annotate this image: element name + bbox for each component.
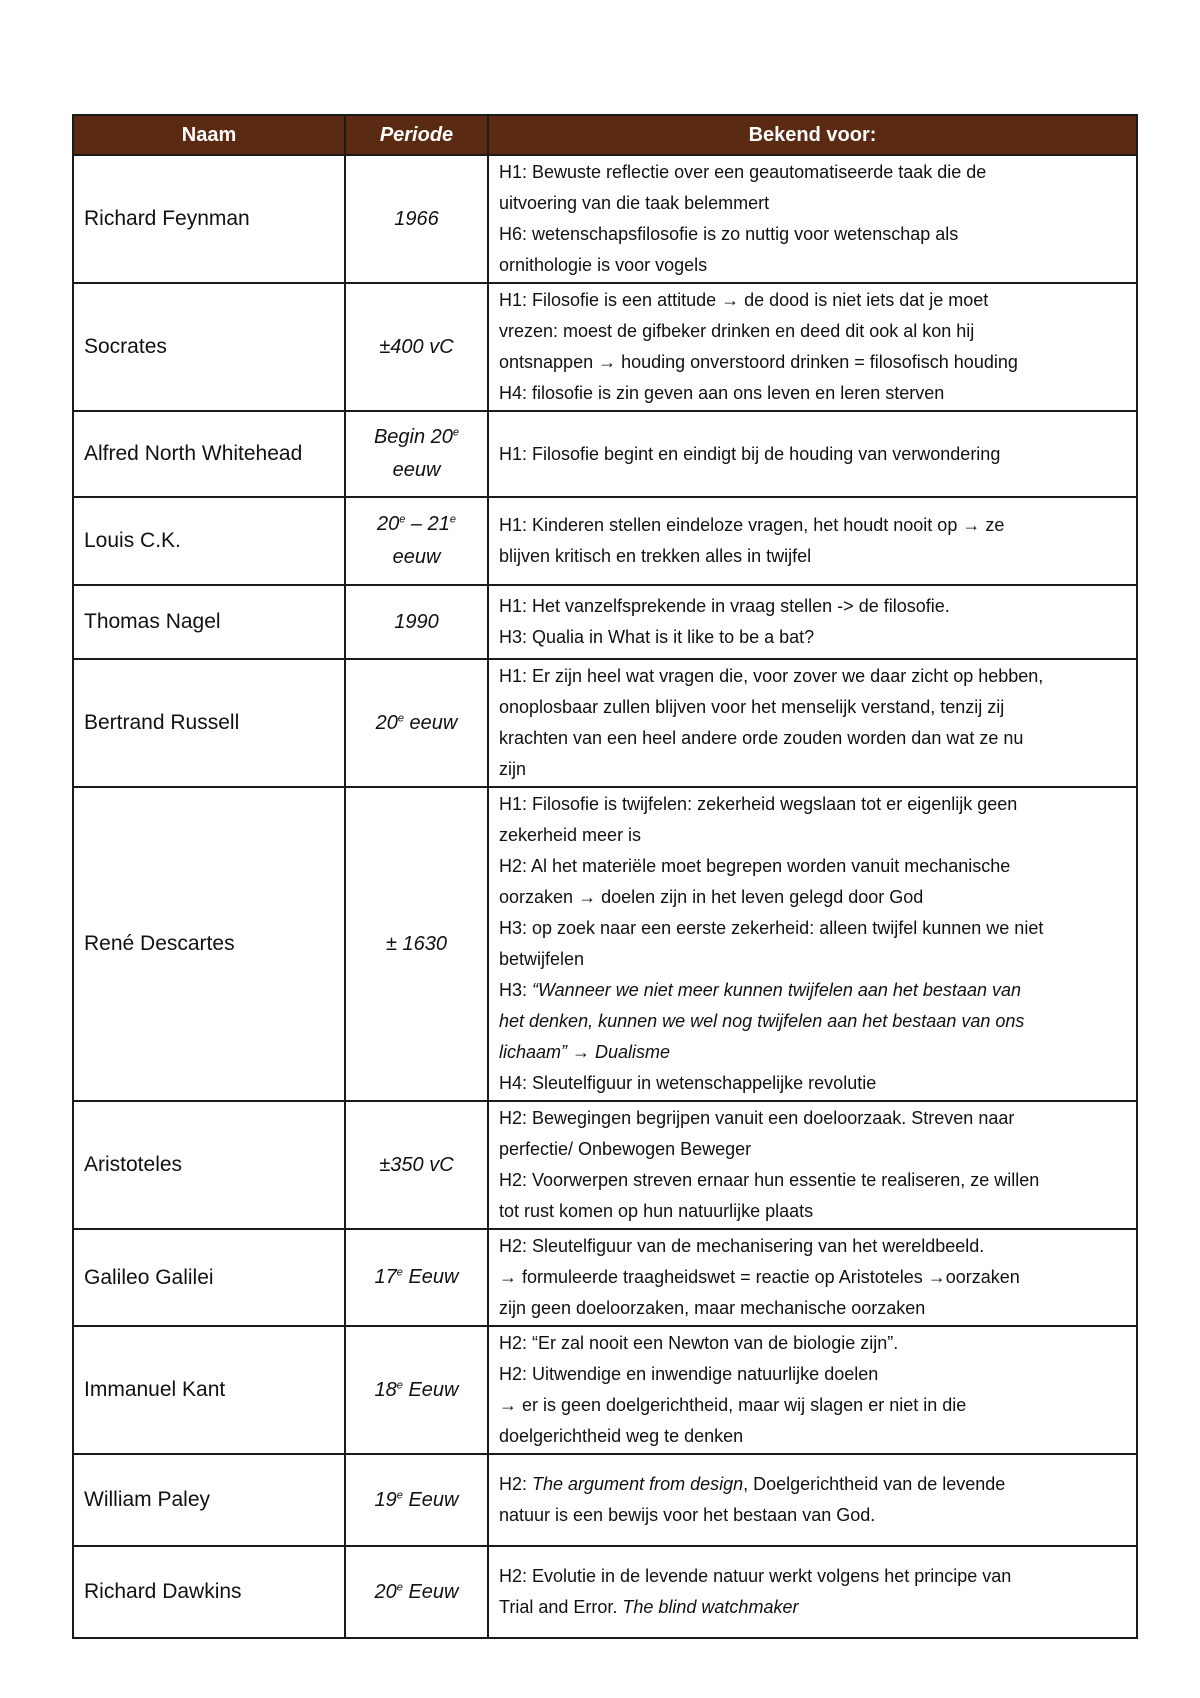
period-cell: Begin 20e eeuw xyxy=(345,411,488,497)
table-row xyxy=(73,1546,1137,1638)
name-cell: Socrates xyxy=(73,283,345,411)
header-period: Periode xyxy=(345,115,488,155)
table-row xyxy=(73,1101,1137,1229)
known-cell xyxy=(488,787,1137,1101)
name-cell: Richard Feynman xyxy=(73,155,345,283)
period-cell: ±350 vC xyxy=(345,1101,488,1229)
known-line: H1: Filosofie begint en eindigt bij de houding van verwondering xyxy=(499,443,1001,464)
table-row xyxy=(73,497,1137,585)
name-cell: Bertrand Russell xyxy=(73,659,345,787)
period-cell: 20e eeuw xyxy=(345,659,488,787)
known-line: het denken, kunnen we wel nog twijfelen aan het bestaan van ons xyxy=(499,1011,1025,1031)
known-line: H1: Filosofie is een attitude → de dood is niet iets dat je moet xyxy=(499,290,989,310)
name-cell: Louis C.K. xyxy=(73,497,345,585)
period-cell: 18e Eeuw xyxy=(345,1326,488,1454)
known-line: H3: op zoek naar een eerste zekerheid: alleen twijfel kunnen we niet xyxy=(499,918,1044,938)
period-cell: 17e Eeuw xyxy=(345,1229,488,1326)
known-cell xyxy=(488,585,1137,659)
known-cell xyxy=(488,411,1137,497)
known-line: H2: “Er zal nooit een Newton van de biologie zijn”. xyxy=(499,1333,899,1353)
known-line: H4: filosofie is zin geven aan ons leven en leren sterven xyxy=(499,383,945,403)
known-line: H1: Bewuste reflectie over een geautomatiseerde taak die de xyxy=(499,162,987,182)
known-line: perfectie/ Onbewogen Beweger xyxy=(499,1139,752,1159)
period-cell: 1990 xyxy=(345,585,488,659)
known-line: H6: wetenschapsfilosofie is zo nuttig voor wetenschap als xyxy=(499,224,959,244)
known-line: H2: Sleutelfiguur van de mechanisering van het wereldbeeld. xyxy=(499,1236,985,1256)
known-cell xyxy=(488,1546,1137,1638)
period-cell: 19e Eeuw xyxy=(345,1454,488,1546)
known-line: H4: Sleutelfiguur in wetenschappelijke revolutie xyxy=(499,1073,877,1093)
name-cell: Richard Dawkins xyxy=(73,1546,345,1638)
name-cell: René Descartes xyxy=(73,787,345,1101)
known-line: uitvoering van die taak belemmert xyxy=(499,193,770,213)
known-line: betwijfelen xyxy=(499,949,585,969)
period-cell: ± 1630 xyxy=(345,787,488,1101)
header-name: Naam xyxy=(73,115,345,155)
known-cell xyxy=(488,497,1137,585)
arrow-icon: → xyxy=(721,290,740,310)
known-cell xyxy=(488,1101,1137,1229)
name-cell: Alfred North Whitehead xyxy=(73,411,345,497)
table-row xyxy=(73,411,1137,497)
known-line: H2: Uitwendige en inwendige natuurlijke doelen xyxy=(499,1364,879,1384)
known-line: H1: Het vanzelfsprekende in vraag stellen -> de filosofie. xyxy=(499,596,950,616)
name-cell: William Paley xyxy=(73,1454,345,1546)
arrow-icon: → xyxy=(572,1042,591,1062)
table-row xyxy=(73,155,1137,283)
known-line: → formuleerde traagheidswet = reactie op Aristoteles →oorzaken xyxy=(499,1267,1020,1287)
table-row xyxy=(73,787,1137,1101)
known-line: krachten van een heel andere orde zouden worden dan wat ze nu xyxy=(499,728,1024,748)
known-line: zijn geen doeloorzaken, maar mechanische oorzaken xyxy=(499,1298,926,1318)
period-cell: 20e – 21e eeuw xyxy=(345,497,488,585)
known-line: onoplosbaar zullen blijven voor het menselijk verstand, tenzij zij xyxy=(499,697,1005,717)
known-line: Trial and Error. The blind watchmaker xyxy=(499,1597,799,1617)
known-line: H2: Al het materiële moet begrepen worden vanuit mechanische xyxy=(499,856,1011,876)
arrow-icon: → xyxy=(499,1395,517,1415)
header-row xyxy=(73,115,1137,155)
known-line: blijven kritisch en trekken alles in twijfel xyxy=(499,546,812,566)
known-cell xyxy=(488,155,1137,283)
arrow-icon: → xyxy=(927,1267,946,1287)
known-cell xyxy=(488,1326,1137,1454)
known-line: ontsnappen → houding onverstoord drinken = filosofisch houding xyxy=(499,352,1018,372)
table-row xyxy=(73,283,1137,411)
period-cell: ±400 vC xyxy=(345,283,488,411)
known-line: zijn xyxy=(499,759,527,779)
name-cell: Thomas Nagel xyxy=(73,585,345,659)
period-cell: 1966 xyxy=(345,155,488,283)
known-line: oorzaken → doelen zijn in het leven gelegd door God xyxy=(499,887,924,907)
known-line: natuur is een bewijs voor het bestaan van God. xyxy=(499,1505,876,1525)
philosophers-table xyxy=(72,114,1138,1639)
period-cell: 20e Eeuw xyxy=(345,1546,488,1638)
table-row xyxy=(73,1326,1137,1454)
known-line: H1: Kinderen stellen eindeloze vragen, het houdt nooit op → ze xyxy=(499,515,1005,535)
known-line: tot rust komen op hun natuurlijke plaats xyxy=(499,1201,814,1221)
known-line: ornithologie is voor vogels xyxy=(499,255,708,275)
known-cell xyxy=(488,1454,1137,1546)
known-line: H1: Er zijn heel wat vragen die, voor zover we daar zicht op hebben, xyxy=(499,666,1044,686)
known-line: H2: Bewegingen begrijpen vanuit een doeloorzaak. Streven naar xyxy=(499,1108,1015,1128)
known-line: H2: Voorwerpen streven ernaar hun essentie te realiseren, ze willen xyxy=(499,1170,1040,1190)
known-line: H1: Filosofie is twijfelen: zekerheid wegslaan tot er eigenlijk geen xyxy=(499,794,1018,814)
arrow-icon: → xyxy=(598,352,617,372)
table-row xyxy=(73,1454,1137,1546)
name-cell: Immanuel Kant xyxy=(73,1326,345,1454)
arrow-icon: → xyxy=(499,1267,517,1287)
known-line: H2: Evolutie in de levende natuur werkt volgens het principe van xyxy=(499,1566,1012,1586)
known-line: doelgerichtheid weg te denken xyxy=(499,1426,744,1446)
table-row xyxy=(73,585,1137,659)
known-line: H2: The argument from design, Doelgerichtheid van de levende xyxy=(499,1474,1006,1494)
table-row xyxy=(73,1229,1137,1326)
arrow-icon: → xyxy=(578,887,597,907)
known-line: H3: “Wanneer we niet meer kunnen twijfelen aan het bestaan van xyxy=(499,980,1021,1000)
known-cell xyxy=(488,1229,1137,1326)
known-line: vrezen: moest de gifbeker drinken en deed dit ook al kon hij xyxy=(499,321,975,341)
name-cell: Aristoteles xyxy=(73,1101,345,1229)
header-known: Bekend voor: xyxy=(488,115,1137,155)
known-line: lichaam” → Dualisme xyxy=(499,1042,671,1062)
known-line: H3: Qualia in What is it like to be a bat? xyxy=(499,627,815,647)
name-cell: Galileo Galilei xyxy=(73,1229,345,1326)
known-line: zekerheid meer is xyxy=(499,825,642,845)
known-line: → er is geen doelgerichtheid, maar wij slagen er niet in die xyxy=(499,1395,967,1415)
known-cell xyxy=(488,283,1137,411)
known-cell xyxy=(488,659,1137,787)
arrow-icon: → xyxy=(962,515,981,535)
table-row xyxy=(73,659,1137,787)
